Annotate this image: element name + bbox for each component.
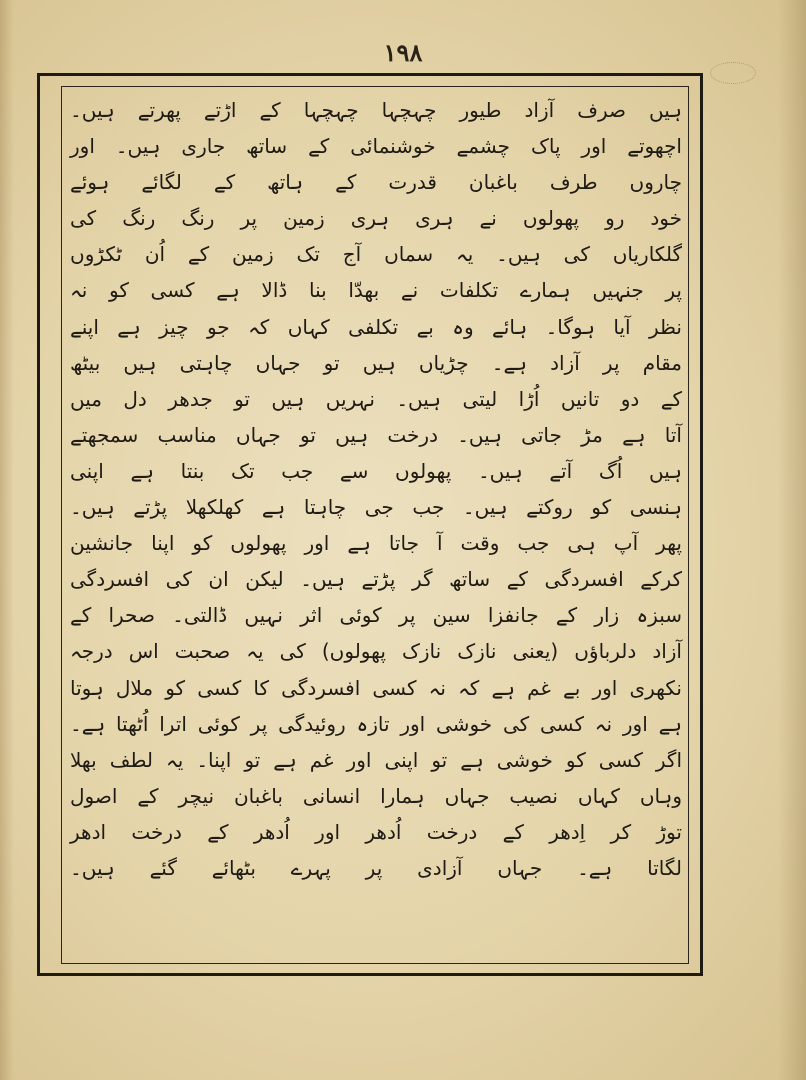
text-line: سبزہ زار کے جانفزا سین پر کوئی اثر نہیں ڈالتی۔ صحرا کے	[70, 603, 682, 628]
urdu-text-body	[66, 92, 686, 958]
text-line: پھر آپ ہی جب وقت آ جاتا ہے اور پھولوں کو اپنا جانشین	[70, 531, 682, 556]
text-line: گلکاریاں کی ہیں۔ یہ سماں آج تک زمین کے اُن ٹکڑوں	[70, 242, 682, 267]
text-line: ہیں صرف آزاد طیور چہچہا چہچہا کے اڑتے پھرتے ہیں۔	[70, 98, 682, 122]
text-line: ہے اور نہ کسی کی خوشی اور تازہ روئیدگی پر کوئی اترا اُٹھتا ہے۔	[70, 711, 682, 736]
text-line: وہاں کہاں نصیب جہاں ہمارا انسانی باغبان نیچر کے اصول	[70, 783, 682, 808]
text-line: لگاتا ہے۔ جہاں آزادی پر پہرے بٹھائے گئے ہیں۔	[70, 855, 682, 880]
page-number: ۱۹۸	[383, 38, 423, 67]
text-line: کے دو تانیں اُڑا لیتی ہیں۔ نہریں ہیں تو جدھر دل میں	[70, 386, 682, 411]
text-line: خود رو پھولوں نے ہری ہری زمین پر رنگ رنگ کی	[70, 206, 682, 231]
faded-stamp-mark	[710, 62, 756, 84]
text-line: اگر کسی کو خوشی ہے تو اپنی اور غم ہے تو اپنا۔ یہ لطف بھلا	[70, 747, 682, 772]
text-line: آتا ہے مڑ جاتی ہیں۔ درخت ہیں تو جہاں مناسب سمجھتے	[70, 422, 682, 447]
text-line: نکھری اور بے غم ہے کہ نہ کسی افسردگی کا کسی کو ملال ہوتا	[70, 675, 682, 700]
text-line: پر جنہیں ہمارے تکلفات نے بھدّا بنا ڈالا ہے کسی کو نہ	[70, 278, 682, 303]
binding-shadow	[0, 0, 14, 1080]
text-line: اچھوتے اور پاک چشمے خوشنمائی کے ساتھ جاری ہیں۔ اور	[70, 134, 682, 159]
page-edge-shadow	[778, 0, 806, 1080]
text-line: کرکے افسردگی کے ساتھ گر پڑتے ہیں۔ لیکن ان کی افسردگی	[70, 567, 682, 592]
text-line: توڑ کر اِدھر کے درخت اُدھر اور اُدھر کے درخت ادھر	[70, 819, 682, 844]
text-line: نظر آیا ہوگا۔ ہائے وہ بے تکلفی کہاں کہ جو چیز ہے اپنے	[70, 314, 682, 339]
text-line: ہنسی کو روکتے ہیں۔ جب جی چاہتا ہے کھلکھلا پڑتے ہیں۔	[70, 495, 682, 520]
text-line: آزاد دلرباؤں (یعنی نازک نازک پھولوں) کی یہ صحبت اس درجہ	[70, 639, 682, 664]
text-line: مقام پر آزاد ہے۔ چڑیاں ہیں تو جہاں چاہتی ہیں بیٹھ	[70, 350, 682, 375]
text-line: چاروں طرف باغبان قدرت کے ہاتھ کے لگائے ہوئے	[70, 170, 682, 195]
text-line: ہیں اُگ آتے ہیں۔ پھولوں سے جب تک بنتا ہے اپنی	[70, 458, 682, 483]
